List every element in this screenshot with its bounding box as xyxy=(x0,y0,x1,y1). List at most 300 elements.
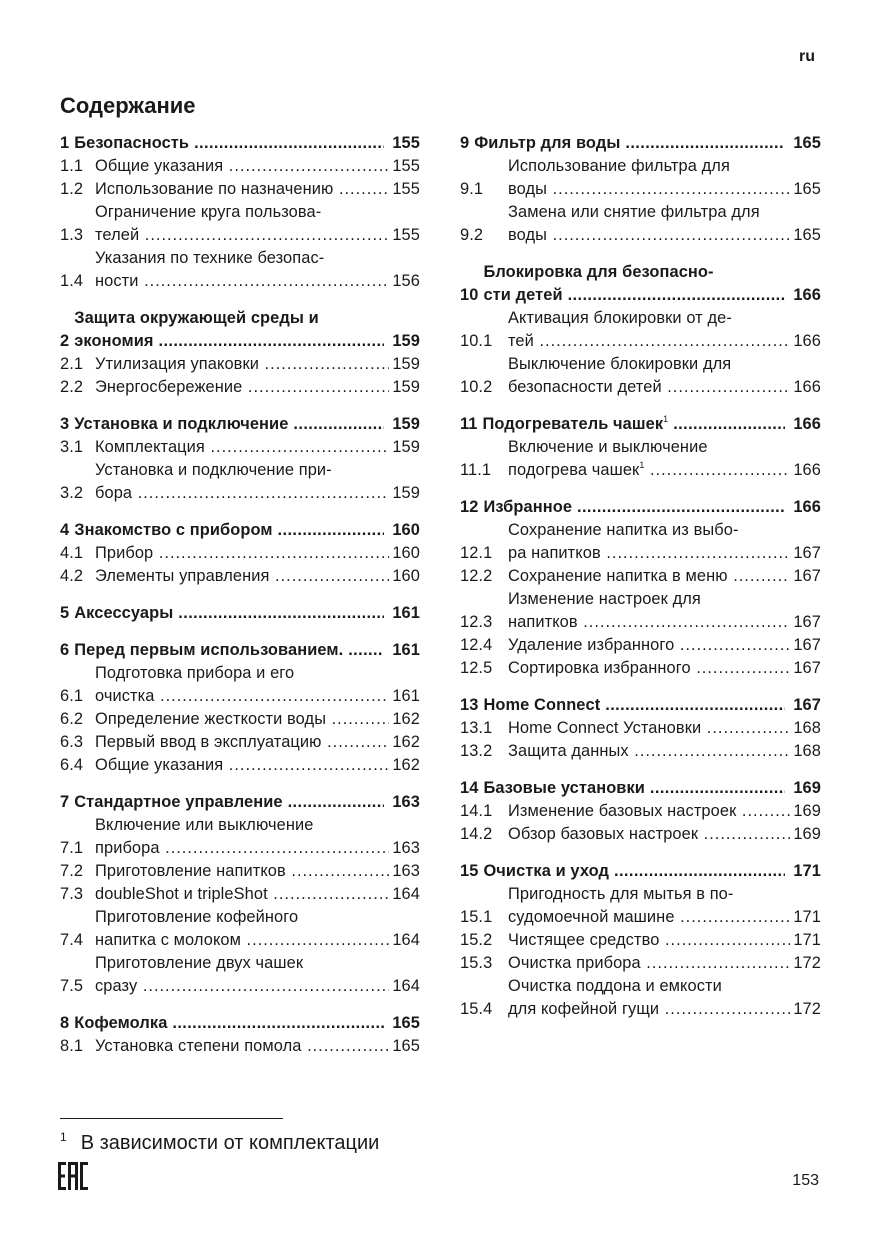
entry-last-line xyxy=(508,634,821,657)
toc-entry xyxy=(460,634,821,657)
entry-title-text xyxy=(95,224,389,247)
subsection-number: 3.2 xyxy=(60,484,84,502)
toc-entry xyxy=(460,353,821,399)
subsection-number: 10.2 xyxy=(460,378,493,396)
entry-title-line: Подогреватель чашек xyxy=(482,415,664,433)
entry-title-text xyxy=(474,132,785,155)
entry-title-text xyxy=(95,1035,389,1058)
toc-entry xyxy=(60,662,420,708)
entry-title-text xyxy=(95,436,389,459)
entry-page: 162 xyxy=(392,733,420,751)
entry-page: 166 xyxy=(793,378,821,396)
toc-section xyxy=(460,496,821,680)
subsection-number: 13.1 xyxy=(460,719,493,737)
entry-title-text xyxy=(508,565,790,588)
entry-title-text xyxy=(74,330,384,353)
entry-title xyxy=(95,178,420,201)
entry-page: 169 xyxy=(793,825,821,843)
entry-last-line xyxy=(74,330,420,353)
entry-page: 159 xyxy=(392,355,420,373)
entry-title xyxy=(508,975,821,1021)
entry-page: 159 xyxy=(392,378,420,396)
toc-entry xyxy=(60,952,420,998)
entry-title-line: Общие указания xyxy=(95,756,224,774)
entry-title xyxy=(483,413,821,436)
entry-title-line: подогрева чашек xyxy=(508,461,640,479)
entry-title-line: Комплектация xyxy=(95,438,205,456)
entry-page: 155 xyxy=(392,180,420,198)
toc-entry xyxy=(60,883,420,906)
toc-section xyxy=(60,413,420,505)
entry-title xyxy=(95,952,420,998)
subsection-number: 13.2 xyxy=(460,742,493,760)
entry-title-text xyxy=(508,459,790,482)
entry-title-line: прибора xyxy=(95,839,160,857)
entry-title-text xyxy=(508,178,790,201)
entry-title xyxy=(95,459,420,505)
entry-last-line xyxy=(508,542,821,565)
entry-page: 166 xyxy=(793,286,821,304)
section-number: 14 xyxy=(460,779,479,797)
subsection-number: 7.5 xyxy=(60,977,84,995)
entry-title-text xyxy=(508,542,790,565)
entry-title-line: Ограничение круга пользова- xyxy=(95,203,322,221)
entry-last-line xyxy=(508,224,821,247)
entry-page: 164 xyxy=(392,931,420,949)
entry-page: 159 xyxy=(392,415,420,433)
entry-title xyxy=(483,261,821,307)
entry-title-text xyxy=(95,929,389,952)
toc-heading xyxy=(460,132,821,155)
toc-entry xyxy=(60,1035,420,1058)
subsection-number: 1.4 xyxy=(60,272,84,290)
toc-section xyxy=(460,777,821,846)
entry-title-line: судомоечной машине xyxy=(508,908,675,926)
entry-title xyxy=(508,740,821,763)
entry-page: 155 xyxy=(392,157,420,175)
entry-title-text xyxy=(74,519,384,542)
entry-title-text xyxy=(508,998,790,1021)
language-code: ru xyxy=(799,48,815,65)
entry-leader xyxy=(483,413,786,436)
entry-title xyxy=(95,353,420,376)
entry-title-line: ра напитков xyxy=(508,544,601,562)
entry-title xyxy=(95,542,420,565)
entry-title-line: Очистка поддона и емкости xyxy=(508,977,722,995)
entry-title xyxy=(508,634,821,657)
entry-leader xyxy=(74,791,384,814)
entry-title-text xyxy=(483,496,785,519)
subsection-number: 12.4 xyxy=(460,636,493,654)
toc-section xyxy=(60,639,420,777)
entry-page: 165 xyxy=(392,1014,420,1032)
entry-title-line: Утилизация упаковки xyxy=(95,355,259,373)
entry-page: 167 xyxy=(793,659,821,677)
entry-page: 168 xyxy=(793,742,821,760)
entry-title xyxy=(95,754,420,777)
subsection-number: 12.5 xyxy=(460,659,493,677)
entry-leader xyxy=(95,731,389,754)
toc-entry xyxy=(460,952,821,975)
toc-entry xyxy=(460,436,821,482)
entry-title-line: Выключение блокировки для xyxy=(508,355,732,373)
entry-title-text xyxy=(508,634,790,657)
entry-title-line: сти детей xyxy=(483,286,563,304)
subsection-number: 6.4 xyxy=(60,756,84,774)
entry-page: 159 xyxy=(392,332,420,350)
entry-page: 155 xyxy=(392,134,420,152)
entry-title xyxy=(74,639,420,662)
toc-entry xyxy=(460,307,821,353)
entry-title xyxy=(483,777,821,800)
entry-title xyxy=(95,906,420,952)
entry-title-line: напитка с молоком xyxy=(95,931,241,949)
entry-page: 166 xyxy=(793,415,821,433)
entry-last-line xyxy=(508,717,821,740)
entry-title-line: Home Connect Установки xyxy=(508,719,702,737)
entry-last-line xyxy=(95,224,420,247)
toc-entry xyxy=(60,565,420,588)
toc-heading xyxy=(460,261,821,307)
entry-title-text xyxy=(95,155,389,178)
toc-heading xyxy=(60,639,420,662)
entry-title xyxy=(74,307,420,353)
subsection-number: 9.2 xyxy=(460,226,484,244)
toc-section xyxy=(460,132,821,247)
entry-last-line xyxy=(508,740,821,763)
entry-page: 172 xyxy=(793,1000,821,1018)
toc-entry xyxy=(460,929,821,952)
entry-title-line: Активация блокировки от де- xyxy=(508,309,732,327)
entry-leader xyxy=(95,685,389,708)
entry-title-line: Указания по технике безопас- xyxy=(95,249,325,267)
entry-last-line xyxy=(74,413,420,436)
footnote-ref: 1 xyxy=(663,414,669,424)
entry-page: 171 xyxy=(793,931,821,949)
entry-last-line xyxy=(508,178,821,201)
entry-title-line: Включение или выключение xyxy=(95,816,314,834)
entry-leader xyxy=(95,837,389,860)
entry-title-text xyxy=(74,639,384,662)
entry-title-text xyxy=(483,777,785,800)
entry-page: 165 xyxy=(793,134,821,152)
entry-leader xyxy=(508,611,790,634)
entry-last-line xyxy=(508,929,821,952)
toc-entry xyxy=(60,708,420,731)
entry-title-line: Подготовка прибора и его xyxy=(95,664,295,682)
entry-leader xyxy=(95,975,389,998)
entry-title xyxy=(74,1012,420,1035)
entry-title-line: для кофейной гущи xyxy=(508,1000,660,1018)
entry-page: 163 xyxy=(392,862,420,880)
entry-page: 159 xyxy=(392,438,420,456)
entry-title-line: Аксессуары xyxy=(74,604,174,622)
entry-title-line: Знакомство с прибором xyxy=(74,521,273,539)
entry-title-line: Использование фильтра для xyxy=(508,157,730,175)
entry-title xyxy=(74,413,420,436)
entry-title-text xyxy=(95,708,389,731)
subsection-number: 15.4 xyxy=(460,1000,493,1018)
entry-title-line: Изменение базовых настроек xyxy=(508,802,737,820)
entry-leader xyxy=(508,459,790,482)
entry-title xyxy=(74,132,420,155)
section-number: 5 xyxy=(60,604,70,622)
entry-title-line: ности xyxy=(95,272,139,290)
entry-page: 161 xyxy=(392,641,420,659)
entry-title-text xyxy=(508,823,790,846)
entry-title xyxy=(508,952,821,975)
entry-title-text xyxy=(95,731,389,754)
entry-leader xyxy=(95,708,389,731)
toc-heading xyxy=(60,307,420,353)
entry-last-line xyxy=(483,694,821,717)
entry-title xyxy=(508,307,821,353)
toc-column-right xyxy=(460,132,821,1035)
entry-leader xyxy=(508,929,790,952)
entry-title-line: тей xyxy=(508,332,534,350)
entry-title-text xyxy=(95,685,389,708)
entry-title-line: напитков xyxy=(508,613,578,631)
entry-last-line xyxy=(95,178,420,201)
subsection-number: 1.1 xyxy=(60,157,84,175)
entry-leader xyxy=(508,178,790,201)
subsection-number: 2.1 xyxy=(60,355,84,373)
entry-page: 166 xyxy=(793,498,821,516)
entry-title-text xyxy=(95,837,389,860)
entry-title-text xyxy=(483,860,785,883)
entry-title-line: Изменение настроек для xyxy=(508,590,701,608)
entry-leader xyxy=(74,602,384,625)
entry-leader xyxy=(95,178,389,201)
subsection-number: 9.1 xyxy=(460,180,484,198)
entry-last-line xyxy=(74,132,420,155)
entry-title-text xyxy=(508,800,790,823)
entry-title xyxy=(508,823,821,846)
entry-leader xyxy=(95,270,389,293)
page-number: 153 xyxy=(792,1172,819,1189)
entry-title xyxy=(74,791,420,814)
entry-title-line: Блокировка для безопасно- xyxy=(483,263,714,281)
toc-section xyxy=(460,860,821,1021)
entry-last-line xyxy=(95,708,420,731)
entry-leader xyxy=(95,542,389,565)
entry-title-line: doubleShot и tripleShot xyxy=(95,885,268,903)
entry-title-line: Home Connect xyxy=(483,696,601,714)
entry-page: 167 xyxy=(793,544,821,562)
entry-title-line: Замена или снятие фильтра для xyxy=(508,203,760,221)
entry-title-line: Чистящее средство xyxy=(508,931,660,949)
entry-last-line xyxy=(95,837,420,860)
subsection-number: 7.2 xyxy=(60,862,84,880)
entry-title-text xyxy=(95,860,389,883)
entry-last-line xyxy=(508,459,821,482)
entry-title-line: Кофемолка xyxy=(74,1014,168,1032)
entry-title-text xyxy=(95,353,389,376)
entry-title-text xyxy=(483,413,786,436)
footnote-ref: 1 xyxy=(639,460,645,470)
entry-title-text xyxy=(508,611,790,634)
entry-leader xyxy=(483,860,785,883)
subsection-number: 10.1 xyxy=(460,332,493,350)
toc-entry xyxy=(60,353,420,376)
entry-last-line xyxy=(95,685,420,708)
toc-entry xyxy=(460,975,821,1021)
entry-leader xyxy=(74,132,384,155)
entry-leader xyxy=(74,639,384,662)
entry-title-text xyxy=(74,413,384,436)
entry-leader xyxy=(508,634,790,657)
section-number: 15 xyxy=(460,862,479,880)
entry-title xyxy=(508,657,821,680)
entry-title-line: Использование по назначению xyxy=(95,180,334,198)
toc-entry xyxy=(60,860,420,883)
toc-section xyxy=(60,519,420,588)
entry-title xyxy=(508,883,821,929)
entry-leader xyxy=(95,1035,389,1058)
entry-title-text xyxy=(95,975,389,998)
footnote xyxy=(60,1130,379,1155)
toc-heading xyxy=(60,602,420,625)
subsection-number: 15.2 xyxy=(460,931,493,949)
entry-last-line xyxy=(483,777,821,800)
toc-heading xyxy=(460,777,821,800)
subsection-number: 14.1 xyxy=(460,802,493,820)
entry-title-text xyxy=(508,224,790,247)
entry-title-line: Стандартное управление xyxy=(74,793,283,811)
entry-title xyxy=(508,155,821,201)
subsection-number: 8.1 xyxy=(60,1037,84,1055)
entry-last-line xyxy=(95,860,420,883)
entry-leader xyxy=(95,565,389,588)
toc-section xyxy=(60,307,420,399)
entry-title-text xyxy=(74,602,384,625)
entry-title-line: Приготовление двух чашек xyxy=(95,954,304,972)
entry-page: 160 xyxy=(392,544,420,562)
toc-entry xyxy=(460,717,821,740)
entry-last-line xyxy=(74,1012,420,1035)
entry-last-line xyxy=(508,823,821,846)
entry-page: 165 xyxy=(793,180,821,198)
subsection-number: 2.2 xyxy=(60,378,84,396)
entry-title-text xyxy=(74,791,384,814)
subsection-number: 7.3 xyxy=(60,885,84,903)
entry-title-line: Фильтр для воды xyxy=(474,134,621,152)
entry-leader xyxy=(95,353,389,376)
entry-leader xyxy=(508,330,790,353)
entry-title xyxy=(95,155,420,178)
entry-leader xyxy=(483,496,785,519)
entry-page: 160 xyxy=(392,567,420,585)
entry-title-text xyxy=(508,952,790,975)
entry-title-text xyxy=(74,1012,384,1035)
entry-title-line: Сортировка избранного xyxy=(508,659,691,677)
toc-entry xyxy=(60,436,420,459)
toc-section xyxy=(460,694,821,763)
entry-page: 156 xyxy=(392,272,420,290)
toc-column-left xyxy=(60,132,420,1072)
toc-entry xyxy=(460,657,821,680)
entry-page: 163 xyxy=(392,793,420,811)
entry-title xyxy=(95,883,420,906)
entry-title xyxy=(508,436,821,482)
entry-title-line: безопасности детей xyxy=(508,378,662,396)
toc-heading xyxy=(460,694,821,717)
entry-leader xyxy=(508,998,790,1021)
toc-section xyxy=(460,413,821,482)
entry-last-line xyxy=(74,639,420,662)
entry-title-text xyxy=(74,132,384,155)
entry-leader xyxy=(508,952,790,975)
entry-last-line xyxy=(95,353,420,376)
entry-last-line xyxy=(483,284,821,307)
entry-title-line: Очистка и уход xyxy=(483,862,610,880)
entry-title xyxy=(95,708,420,731)
entry-title-line: сразу xyxy=(95,977,138,995)
entry-title-line: Установка и подключение при- xyxy=(95,461,332,479)
entry-title xyxy=(483,860,821,883)
entry-last-line xyxy=(95,436,420,459)
toc-entry xyxy=(60,906,420,952)
entry-title-line: воды xyxy=(508,180,548,198)
entry-leader xyxy=(508,376,790,399)
section-number: 1 xyxy=(60,134,70,152)
entry-title-line: Установка и подключение xyxy=(74,415,289,433)
section-number: 9 xyxy=(460,134,470,152)
entry-leader xyxy=(508,657,790,680)
entry-title xyxy=(95,247,420,293)
entry-last-line xyxy=(508,657,821,680)
entry-title-text xyxy=(95,754,389,777)
section-number: 4 xyxy=(60,521,70,539)
section-number: 3 xyxy=(60,415,70,433)
entry-last-line xyxy=(508,906,821,929)
subsection-number: 6.2 xyxy=(60,710,84,728)
toc-heading xyxy=(60,413,420,436)
toc-heading xyxy=(60,519,420,542)
subsection-number: 12.1 xyxy=(460,544,493,562)
entry-title xyxy=(508,353,821,399)
entry-page: 163 xyxy=(392,839,420,857)
entry-leader xyxy=(483,284,785,307)
entry-title xyxy=(95,860,420,883)
footnote-divider xyxy=(60,1118,283,1119)
toc-entry xyxy=(60,731,420,754)
entry-title xyxy=(508,800,821,823)
subsection-number: 1.3 xyxy=(60,226,84,244)
toc-heading xyxy=(60,791,420,814)
entry-leader xyxy=(95,224,389,247)
toc-entry xyxy=(460,800,821,823)
entry-title xyxy=(508,929,821,952)
toc-entry xyxy=(60,155,420,178)
entry-title-text xyxy=(95,376,389,399)
entry-page: 165 xyxy=(793,226,821,244)
toc-entry xyxy=(60,754,420,777)
entry-last-line xyxy=(95,376,420,399)
entry-last-line xyxy=(95,565,420,588)
entry-title-line: Приготовление кофейного xyxy=(95,908,299,926)
entry-title xyxy=(483,496,821,519)
toc-entry xyxy=(460,588,821,634)
eac-logo xyxy=(58,1162,88,1195)
entry-title-text xyxy=(508,657,790,680)
entry-page: 161 xyxy=(392,687,420,705)
entry-leader xyxy=(95,376,389,399)
entry-leader xyxy=(95,436,389,459)
entry-last-line xyxy=(508,611,821,634)
toc-entry xyxy=(60,459,420,505)
entry-title-line: Базовые установки xyxy=(483,779,645,797)
